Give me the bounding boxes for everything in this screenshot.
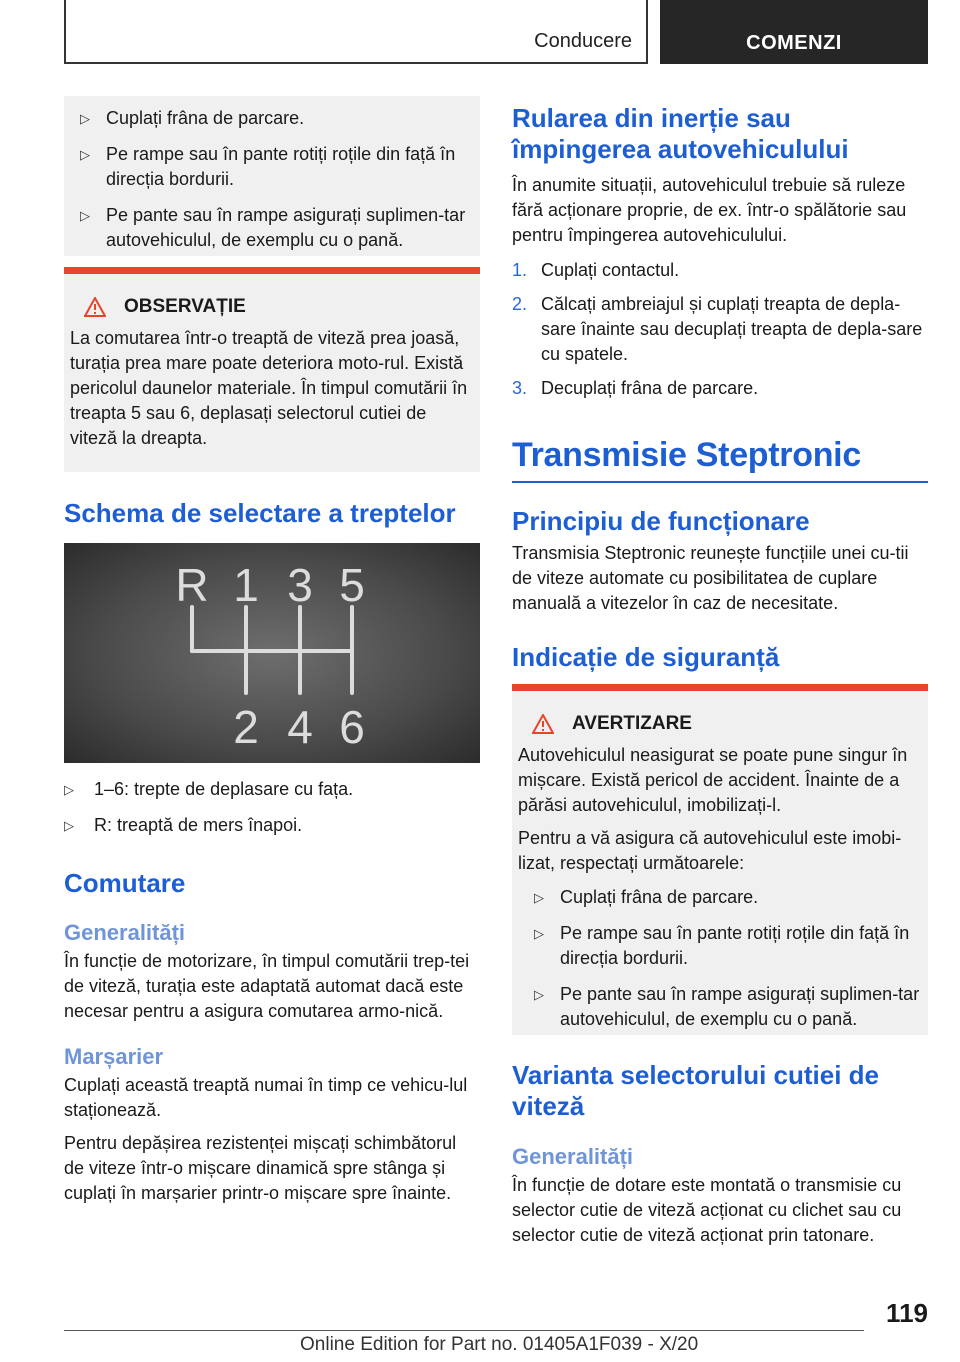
list-item: ▷ R: treaptă de mers înapoi. — [64, 813, 480, 838]
safety-heading: Indicație de siguranță — [512, 642, 780, 672]
variant-general-heading: Generalități — [512, 1144, 634, 1169]
safety-list — [518, 885, 922, 1032]
gear-label: 3 — [287, 559, 313, 611]
list-item: ▷ Cuplați frâna de parcare. — [518, 885, 922, 910]
list-item: ▷ Cuplați frâna de parcare. — [64, 106, 480, 131]
triangle-bullet-icon: ▷ — [534, 987, 544, 1002]
gear-legend-list — [64, 777, 480, 838]
principle-heading: Principiu de funcționare — [512, 506, 810, 536]
list-item: 3. Decuplați frâna de parcare. — [512, 378, 759, 398]
list-item: ▷ Pe pante sau în rampe asigurați suplimen-tar autovehiculul, de exemplu cu o pană. — [80, 205, 466, 250]
general-heading: Generalități — [64, 920, 186, 945]
gear-label: 5 — [339, 559, 365, 611]
comutare-heading: Comutare — [64, 868, 186, 898]
list-item: ▷ 1–6: trepte de deplasare cu fața. — [64, 777, 480, 802]
warning-rule — [512, 684, 928, 691]
reverse-text-1: Cuplați această treaptă numai în timp ce vehicu-lul staționează. — [64, 1075, 468, 1120]
chapter-title: COMENZI — [746, 32, 842, 54]
parking-box — [64, 96, 480, 256]
gear-label: 6 — [339, 701, 365, 753]
edition-text: Online Edition for Part no. 01405A1F039 - X/20 — [300, 1334, 699, 1355]
list-item: ▷ Pe rampe sau în pante rotiți roțile din față în direcția bordurii. — [80, 144, 456, 189]
footer-rule — [64, 1330, 864, 1331]
warning-box — [512, 684, 928, 1035]
triangle-bullet-icon: ▷ — [80, 147, 90, 162]
gear-label: 1 — [233, 559, 259, 611]
variant-general-text: În funcție de dotare este montată o transmisie cu selector cutie de viteză acționat cu clichet sau cu selector cutie de viteză acționat prin tatonare. — [512, 1175, 902, 1245]
notice-box — [64, 267, 480, 472]
parking-list — [64, 96, 480, 253]
triangle-bullet-icon: ▷ — [64, 818, 74, 833]
warning-text-2: Pentru a vă asigura că autovehiculul este imobi-lizat, respectați următoarele: — [518, 828, 902, 873]
reverse-text-2: Pentru depășirea rezistenței mișcați schimbătorul de viteze într-o mișcare dinamică spre stânga și cuplați în marșarier printr-o mișcare spre înainte. — [64, 1133, 457, 1203]
gear-label: 2 — [233, 701, 259, 753]
notice-rule — [64, 267, 480, 274]
section-title: Conducere — [534, 30, 632, 52]
triangle-bullet-icon: ▷ — [80, 111, 90, 126]
heading-rule — [512, 481, 928, 483]
list-item: ▷ Pe rampe sau în pante rotiți roțile din față în direcția bordurii. — [534, 923, 910, 968]
gear-schema-image — [64, 543, 480, 763]
notice-heading: OBSERVAȚIE — [84, 296, 474, 318]
notice-text: La comutarea într-o treaptă de viteză prea joasă, turația prea mare poate deteriora moto-rul. Există pericolul daunelor materiale. În timpul comutării în treapta 5 sau 6, deplasați selectorul cutiei de viteză la dreapta. — [70, 328, 468, 448]
shift-schema-heading: Schema de selectare a treptelor — [64, 498, 456, 528]
gear-label: R — [175, 559, 209, 611]
triangle-bullet-icon: ▷ — [534, 926, 544, 941]
page-number: 119 — [886, 1298, 928, 1328]
general-text: În funcție de motorizare, în timpul comutării trep-tei de viteză, turația este adaptată automat dacă este necesar pentru a asigura comutarea armo-nică. — [64, 951, 470, 1021]
triangle-bullet-icon: ▷ — [534, 890, 544, 905]
warning-triangle-icon — [84, 297, 106, 317]
reverse-heading: Marșarier — [64, 1044, 164, 1069]
triangle-bullet-icon: ▷ — [80, 208, 90, 223]
triangle-bullet-icon: ▷ — [64, 782, 74, 797]
list-item: 1. Cuplați contactul. — [512, 260, 680, 280]
list-item: ▷ Pe pante sau în rampe asigurați suplimen-tar autovehiculul, de exemplu cu o pană. — [534, 984, 920, 1029]
variant-heading: Varianta selectorului cutiei de viteză — [512, 1060, 880, 1121]
warning-text-1: Autovehiculul neasigurat se poate pune singur în mișcare. Există pericol de accident. Înainte de a părăsi autovehiculul, imobilizați-l. — [518, 745, 908, 815]
list-item: 2. Călcați ambreiajul și cuplați treapta de depla-sare înainte sau decuplați treapta de depla-sare cu spatele. — [512, 294, 923, 364]
rolling-heading: Rularea din inerție sau împingerea autovehiculului — [512, 103, 849, 164]
warning-triangle-icon — [532, 714, 554, 734]
rolling-steps — [512, 258, 928, 401]
warning-heading: AVERTIZARE — [532, 713, 922, 735]
principle-text: Transmisia Steptronic reunește funcțiile unei cu-tii de viteze automate cu posibilitatea de cuplare manuală a vitezelor în caz de necesitate. — [512, 543, 909, 613]
rolling-intro: În anumite situații, autovehiculul trebuie să ruleze fără acționare proprie, de ex. într-o spălătorie sau pentru împingerea autovehiculului. — [512, 175, 907, 245]
steptronic-heading: Transmisie Steptronic — [512, 436, 861, 474]
header-section-box — [64, 0, 648, 64]
gear-pattern-graphic — [64, 543, 480, 763]
header-chapter-box — [660, 0, 928, 64]
gear-label: 4 — [287, 701, 313, 753]
